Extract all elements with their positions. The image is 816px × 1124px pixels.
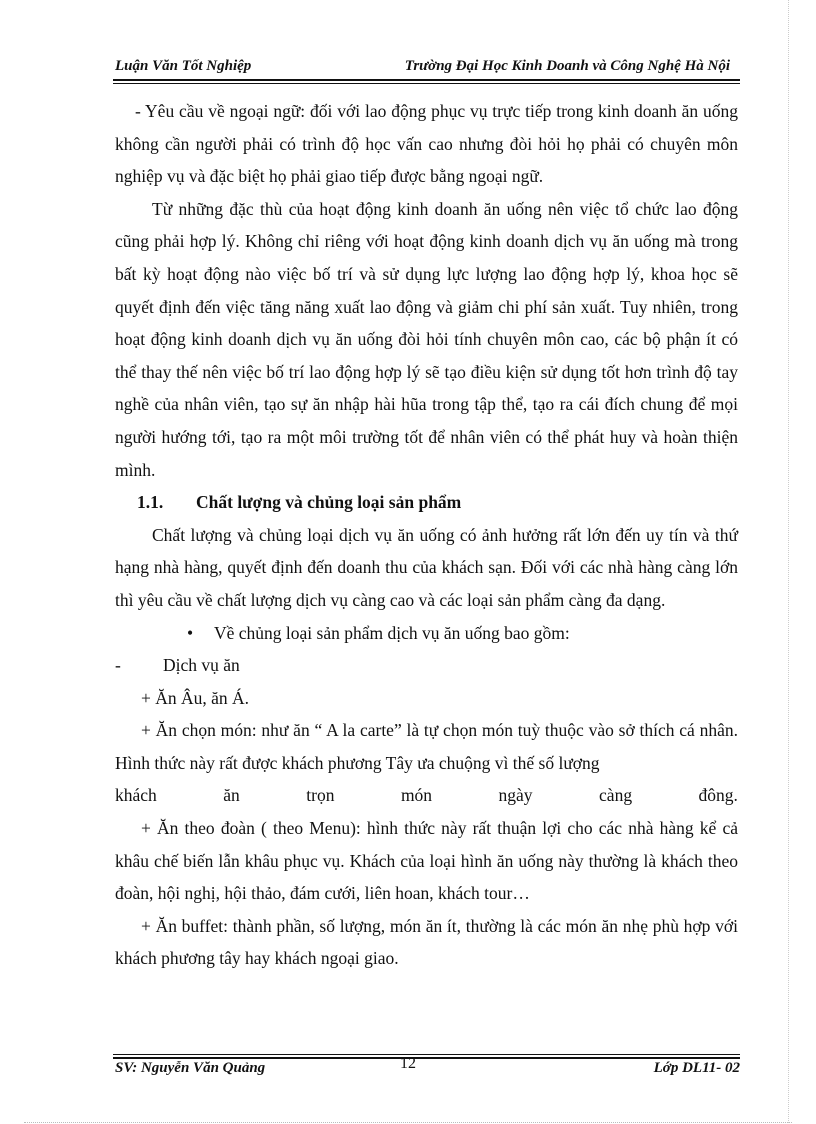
paragraph-foreign-language: - Yêu cầu về ngoại ngữ: đối với lao động phục vụ trực tiếp trong kinh doanh ăn uống không cần người phải có trình độ học vấn cao nhưng đòi hỏi họ phải có chuyên môn nghiệp vụ và đặc biệt họ phải giao tiếp được bằng ngoại ngữ. [115,101,738,187]
spread-word: món [400,785,433,806]
section-number: 1.1. [137,492,164,513]
paragraph-quality: Chất lượng và chủng loại dịch vụ ăn uống có ảnh hưởng rất lớn đến uy tín và thứ hạng nhà hàng, quyết định đến doanh thu của khách sạn. Đối với các nhà hàng càng lớn thì yêu cầu về chất lượng dịch vụ càng cao và các loại sản phẩm càng đa dạng. [115,524,738,610]
spread-word: trọn [306,785,335,806]
spread-word: ngày [498,785,533,806]
bullet-item [115,617,738,650]
section-heading [115,486,738,519]
bullet-text: Về chủng loại sản phẩm dịch vụ ăn uống bao gồm: [214,622,570,643]
header-university-name: Trường Đại Học Kinh Doanh và Công Nghệ Hà Nội [404,58,730,74]
page-header [113,58,740,80]
plus-item-buffet: + Ăn buffet: thành phần, số lượng, món ăn ít, thường là các món ăn nhẹ phù hợp với khách phương tây hay khách ngoại giao. [115,915,738,969]
spread-word: ăn [223,785,240,806]
plus-item-a-la-carte: + Ăn chọn món: như ăn “ A la carte” là tự chọn món tuỳ thuộc vào sở thích cá nhân. Hình thức này rất được khách phương Tây ưa chuộng vì thế số lượng [115,720,738,773]
dash-item [115,649,738,682]
footer-class-code: Lớp DL11- 02 [653,1060,740,1076]
plus-item-group-menu: + Ăn theo đoàn ( theo Menu): hình thức này rất thuận lợi cho các nhà hàng kể cả khâu chế biến lẫn khâu phục vụ. Khách của loại hình ăn uống này thường là khách theo đoàn, hội nghị, hội thảo, đám cưới, liên hoan, khách tour… [115,818,738,904]
spread-word: khách [115,785,157,806]
header-rule [113,79,740,81]
bullet-icon: • [187,622,194,643]
section-title: Chất lượng và chủng loại sản phẩm [196,492,462,513]
footer-student-name: SV: Nguyễn Văn Quảng [115,1060,266,1076]
page-body [115,95,738,975]
spread-word: càng [599,785,633,806]
page-number: 12 [400,1055,416,1072]
dash-mark: - [115,655,121,676]
spread-word: đông. [698,785,738,806]
header-thesis-title: Luận Văn Tốt Nghiệp [115,58,252,74]
plus-item-european-asian: + Ăn Âu, ăn Á. [141,687,250,708]
paragraph-labor-organization: Từ những đặc thù của hoạt động kinh doanh ăn uống nên việc tổ chức lao động cũng phải hợp lý. Không chỉ riêng với hoạt động kinh doanh dịch vụ ăn uống mà trong bất kỳ hoạt động nào việc bố trí và sử dụng lực lượng lao động hợp lý, khoa học sẽ quyết định đến việc tăng năng xuất lao động và giảm chi phí sản xuất. Tuy nhiên, trong hoạt động kinh doanh dịch vụ ăn uống đòi hỏi tính chuyên môn cao, các bộ phận ít có thể thay thế nên việc bố trí lao động hợp lý sẽ tạo điều kiện sử dụng tốt hơn trình độ tay nghề của nhân viên, tạo sự ăn nhập hài hũa trong tập thể, tạo ra cái đích chung để mọi người hướng tới, tạo ra một môi trường tốt để nhân viên có thể phát huy và hoàn thiện mình. [115,198,738,480]
header-rule-thin [113,83,740,84]
page-border-dotted-vertical [788,0,789,1123]
dash-text: Dịch vụ ăn [163,655,240,676]
plus-item-a-la-carte-last-line [115,779,738,812]
